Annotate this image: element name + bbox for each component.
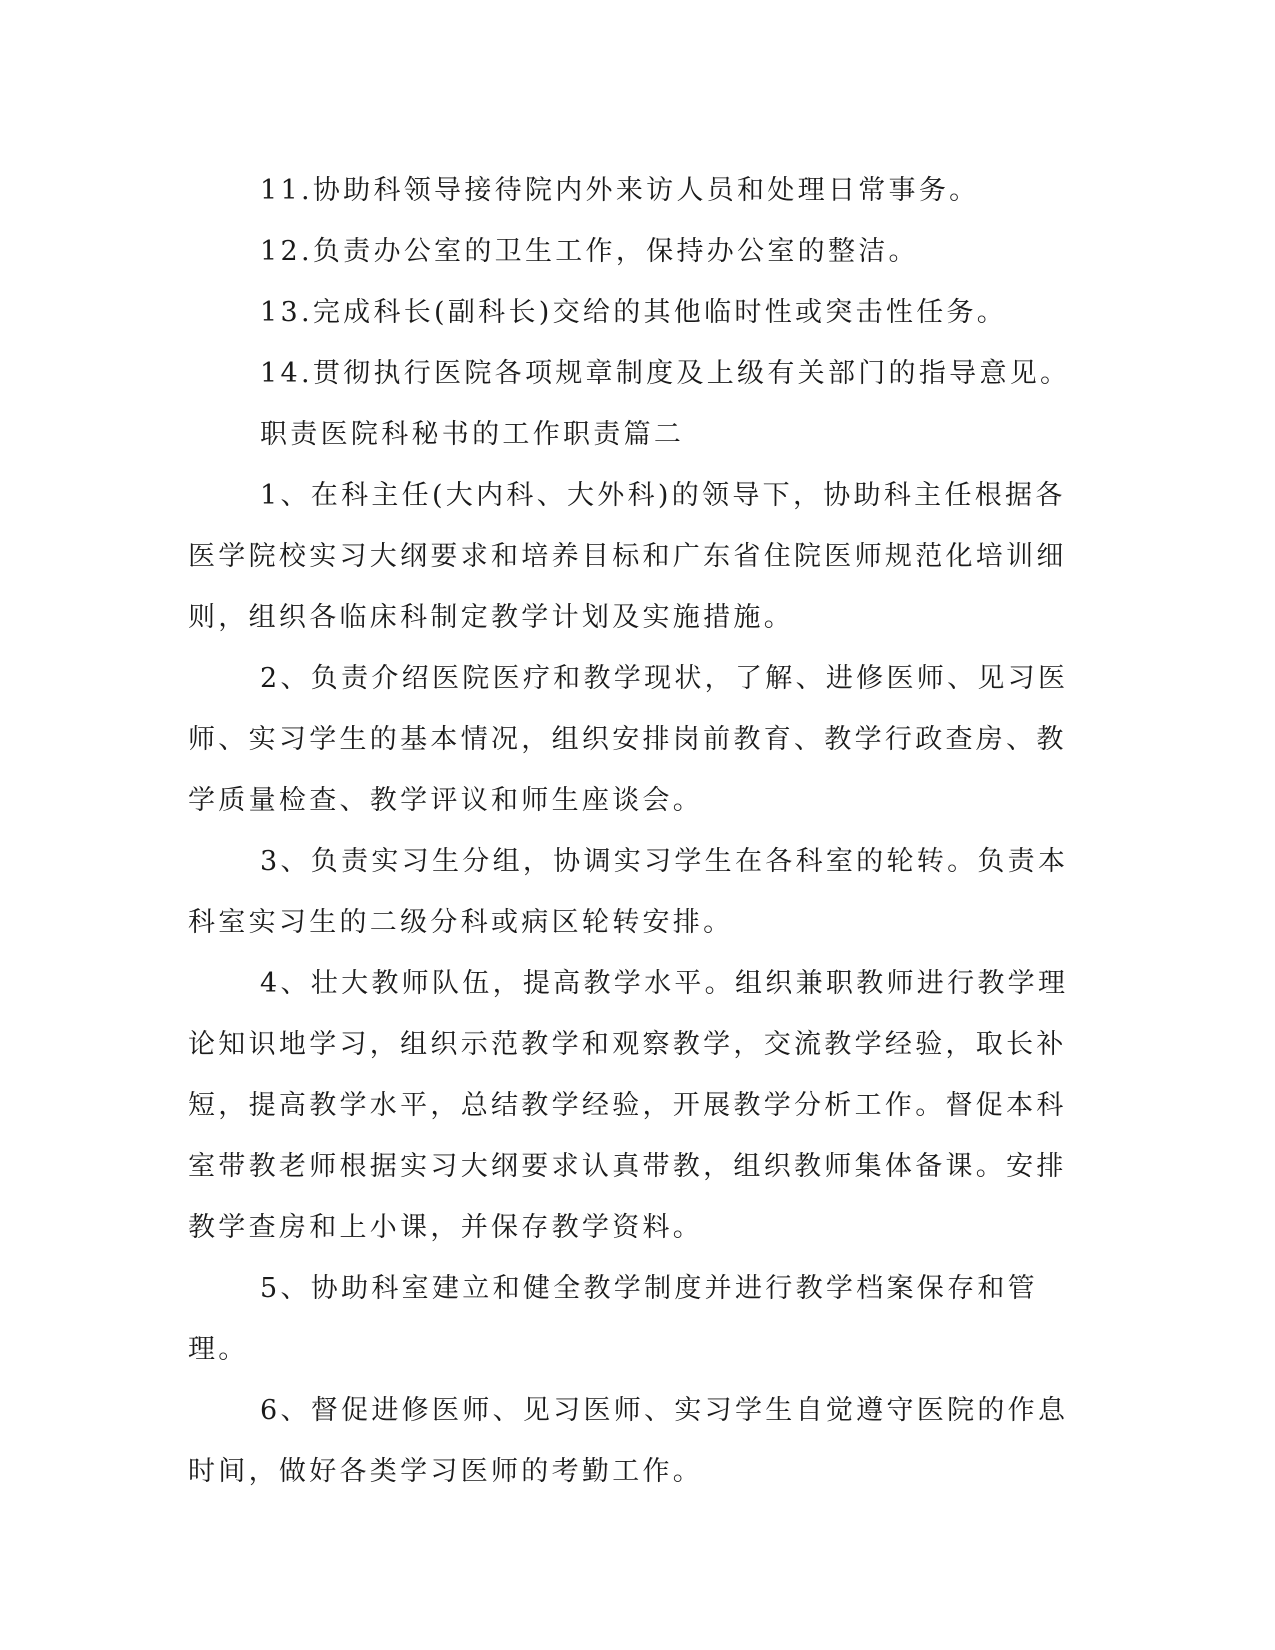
paragraph-item-3: 3、负责实习生分组，协调实习学生在各科室的轮转。负责本科室实习生的二级分科或病区轮转安排。 — [188, 846, 1069, 938]
paragraph-item-1: 1、在科主任(大内科、大外科)的领导下，协助科主任根据各医学院校实习大纲要求和培养目标和广东省住院医师规范化培训细则，组织各临床科制定教学计划及实施措施。 — [188, 480, 1067, 633]
paragraph-item-2: 2、负责介绍医院医疗和教学现状，了解、进修医师、见习医师、实习学生的基本情况，组织安排岗前教育、教学行政查房、教学质量检查、教学评议和师生座谈会。 — [188, 663, 1069, 816]
paragraph-item-5: 5、协助科室建立和健全教学制度并进行教学档案保存和管理。 — [188, 1273, 1038, 1365]
section-heading: 职责医院科秘书的工作职责篇二 — [260, 419, 685, 450]
paragraph-item-11: 11.协助科领导接待院内外来访人员和处理日常事务。 — [260, 175, 980, 206]
paragraph-item-6: 6、督促进修医师、见习医师、实习学生自觉遵守医院的作息时间，做好各类学习医师的考勤工作。 — [188, 1395, 1069, 1487]
document-body — [188, 160, 1088, 1502]
paragraph-item-14: 14.贯彻执行医院各项规章制度及上级有关部门的指导意见。 — [260, 358, 1071, 389]
paragraph-item-4: 4、壮大教师队伍，提高教学水平。组织兼职教师进行教学理论知识地学习，组织示范教学和观察教学，交流教学经验，取长补短，提高教学水平，总结教学经验，开展教学分析工作。督促本科室带教老师根据实习大纲要求认真带教，组织教师集体备课。安排教学查房和上小课，并保存教学资料。 — [188, 968, 1069, 1243]
paragraph-item-13: 13.完成科长(副科长)交给的其他临时性或突击性任务。 — [260, 297, 1008, 328]
paragraph-item-12: 12.负责办公室的卫生工作，保持办公室的整洁。 — [260, 236, 919, 267]
